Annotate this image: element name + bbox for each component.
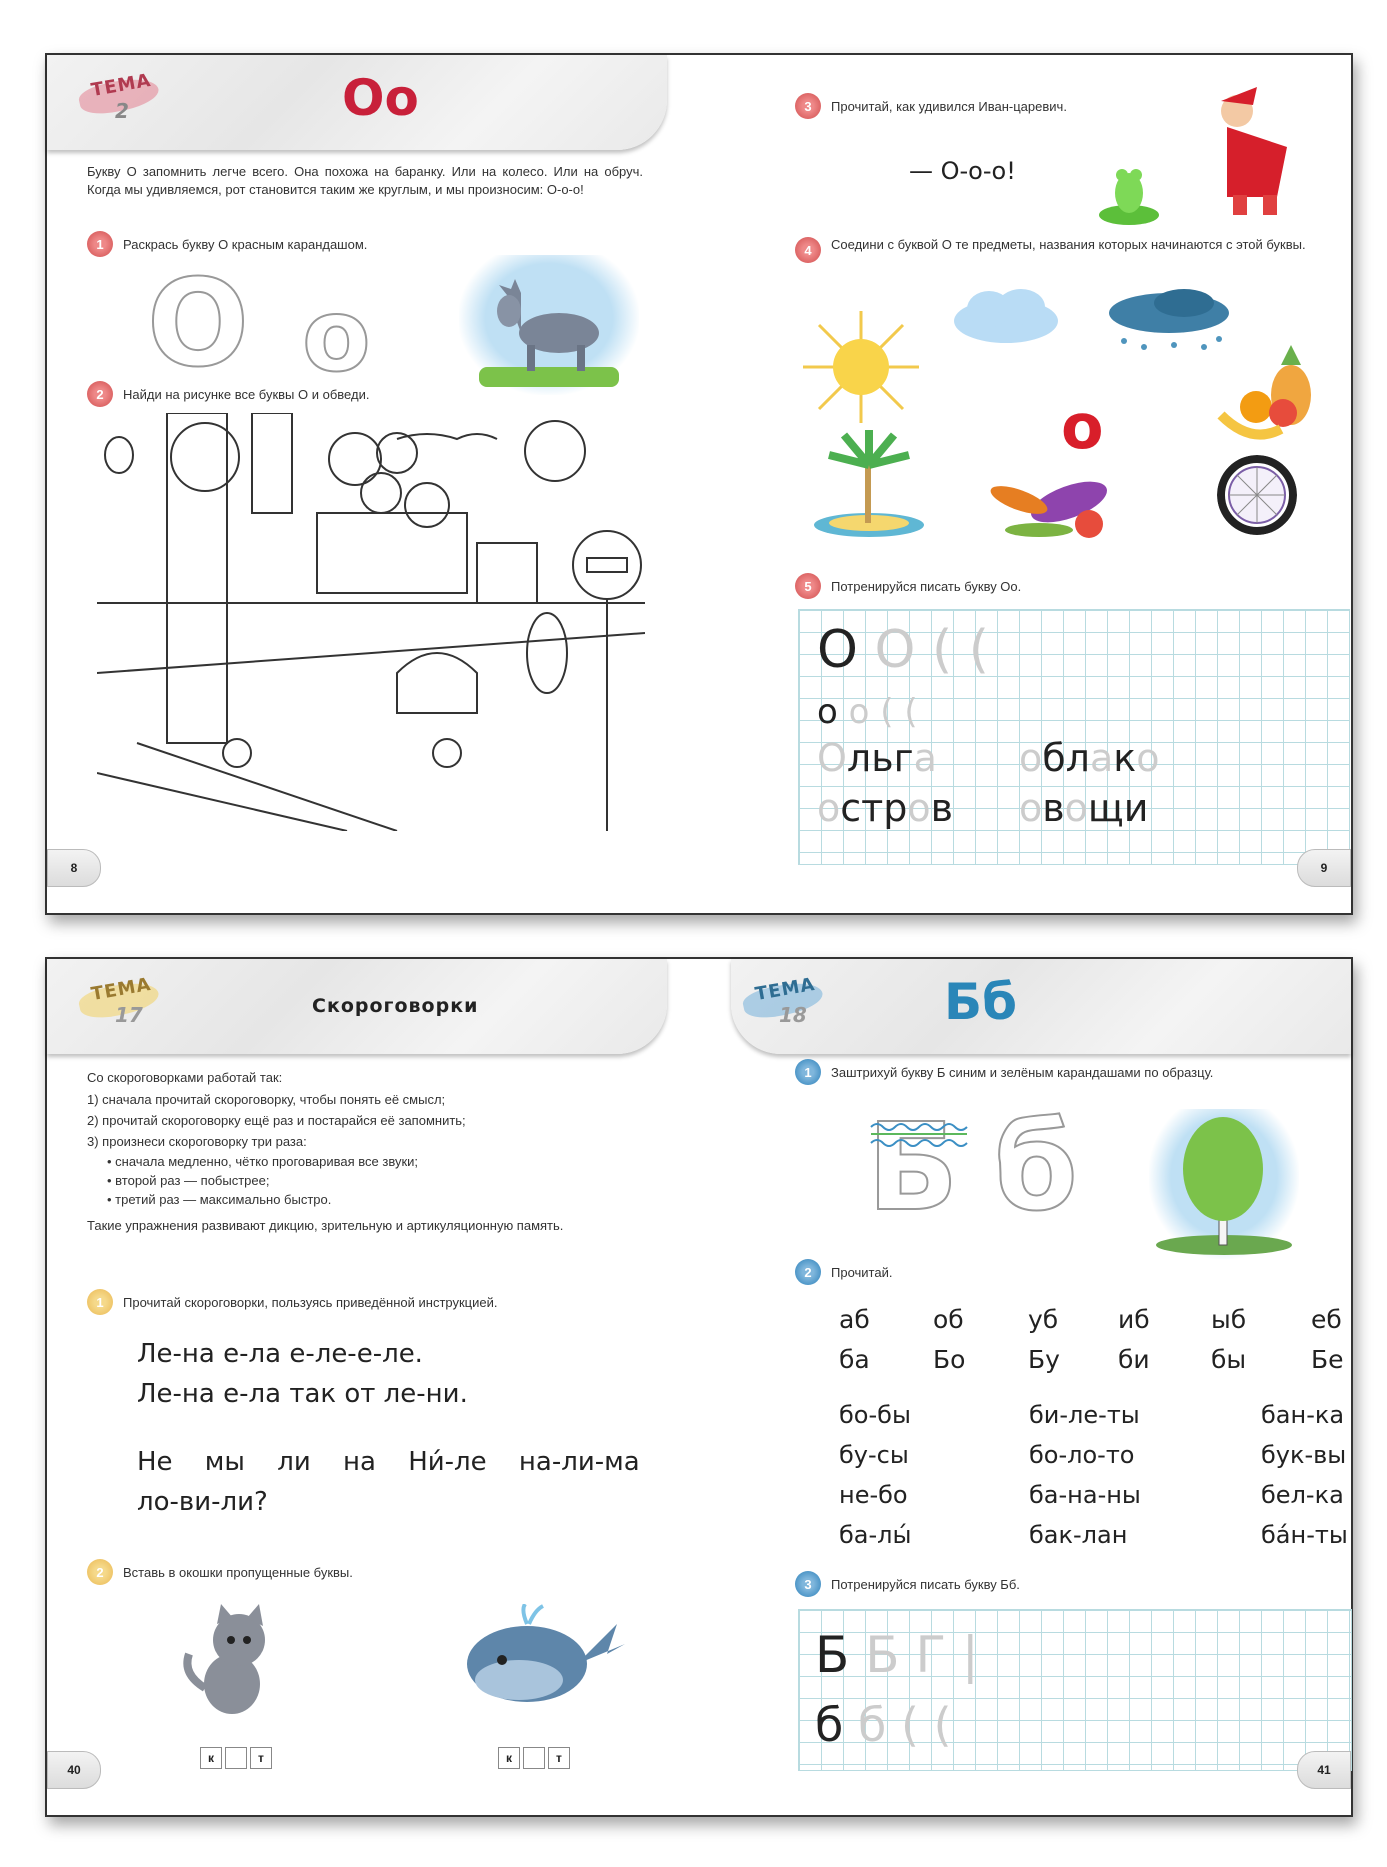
practice-writing-grid-b[interactable] [798,1609,1352,1771]
syllables-row-2: ба Бо Бу би бы Бе [839,1345,1344,1374]
practice-row-lower: б б ( ( [815,1698,952,1752]
sun-picture [799,307,924,427]
task-1: 1 Прочитай скороговорки, пользуясь приведённой инструкцией. [87,1289,498,1315]
cat-picture [177,1604,277,1719]
intro-text: Букву О запомнить легче всего. Она похожа на баранку. Или на колесо. Или на обруч. Когда мы удивляемся, рот становится таким же круглым, и мы произносим: О-о-о! [87,164,643,197]
task-3: 3 Прочитай, как удивился Иван-царевич. [795,93,1067,119]
rain-cloud-picture [1104,287,1234,357]
cloud-picture [949,287,1064,347]
outline-letter-upper: Б [867,1099,959,1238]
page-9 [699,55,1351,913]
page-8 [47,55,699,913]
donkey-picture [459,255,639,395]
city-scene-picture [97,413,645,831]
outline-letter-lower: о [302,277,371,394]
task-1: 1 Заштрихуй букву Б синим и зелёным карандашами по образцу. [795,1059,1213,1085]
tema-badge: ТЕМА 2 [77,73,167,131]
task-number-badge: 5 [795,573,821,599]
words-column-3: бан-ка бук-вы бел-ка ба́н-ты [1261,1401,1348,1549]
center-letter-o: о [1061,390,1104,463]
tema-badge: ТЕМА 18 [741,977,831,1035]
bullet-3: • третий раз — максимально быстро. [107,1192,332,1207]
task-2: 2 Найди на рисунке все буквы О и обведи. [87,381,369,407]
task-number-badge: 2 [87,381,113,407]
tema-badge: ТЕМА 17 [77,977,167,1035]
task-number-badge: 4 [795,237,821,263]
task-number-badge: 1 [87,231,113,257]
task-4: 4 Соедини с буквой О те предметы, названия которых начинаются с этой буквы. [795,237,1325,263]
step-1: 1) сначала прочитай скороговорку, чтобы понять её смысл; [87,1092,446,1107]
page-number: 9 [1297,849,1351,887]
page-number: 40 [47,1751,101,1789]
tongue-twister-line-4: ло-ви-ли? [137,1487,268,1517]
wheel-picture [1217,455,1297,535]
task-3: 3 Потренируйся писать букву Бб. [795,1571,1020,1597]
task-number-badge: 2 [87,1559,113,1585]
outline-letter-upper: О [147,255,250,394]
task-2: 2 Вставь в окошки пропущенные буквы. [87,1559,353,1585]
page-number: 8 [47,849,101,887]
frog-picture [1094,163,1164,228]
task-2: 2 Прочитай. [795,1259,892,1285]
birch-tree-picture [1149,1109,1299,1259]
missing-letter-box[interactable] [225,1747,247,1769]
spread-pages-8-9 [45,53,1353,915]
task-number-badge: 1 [795,1059,821,1085]
missing-letter-box[interactable] [523,1747,545,1769]
task-number-badge: 3 [795,1571,821,1597]
outline-letter-lower: б [994,1099,1078,1238]
task-number-badge: 1 [87,1289,113,1315]
task-5: 5 Потренируйся писать букву Оо. [795,573,1021,599]
hatching-sample-icon [869,1119,969,1149]
page-title: Скороговорки [312,995,479,1017]
palm-island-picture [809,425,929,540]
practice-row-upper: О О ( ( [817,620,990,680]
spread-pages-40-41 [45,957,1353,1817]
ivan-tsarevich-picture [1197,77,1307,217]
task-number-badge: 2 [795,1259,821,1285]
practice-word-oblako: облако [1019,736,1160,780]
page-number: 41 [1297,1751,1351,1789]
fruits-picture [1211,345,1331,445]
practice-row-upper: Б Б Г | [815,1626,979,1684]
bullet-1: • сначала медленно, чётко проговаривая все звуки; [107,1154,419,1169]
syllables-row-1: аб об уб иб ыб еб [839,1305,1342,1334]
tongue-twister-line-2: Ле-на е-ла так от ле-ни. [137,1379,468,1409]
bullet-2: • второй раз — побыстрее; [107,1173,270,1188]
practice-writing-grid-o[interactable] [798,609,1350,865]
outro-text: Такие упражнения развивают дикцию, зрительную и артикуляционную память. [87,1218,564,1233]
words-column-2: би-ле-ты бо-ло-то ба-на-ны бак-лан [1029,1401,1141,1549]
page-title: Оо [342,69,419,127]
practice-word-ostrov: остров [817,786,954,830]
word-boxes-whale: к т [498,1747,573,1769]
step-3: 3) произнеси скороговорку три раза: [87,1134,307,1149]
practice-word-ovoshchi: овощи [1019,786,1149,830]
practice-word-olga: Ольга [817,736,937,780]
practice-row-lower: о о ( ( [817,692,918,732]
whale-picture [457,1604,627,1714]
page-40 [47,959,699,1815]
intro-heading: Со скороговорками работай так: [87,1070,283,1085]
tongue-twister-line-1: Ле-на е-ла е-ле-е-ле. [137,1339,423,1369]
exclamation-text: — О-о-о! [909,157,1016,185]
page-title: Бб [944,973,1018,1031]
task-1: 1 Раскрась букву О красным карандашом. [87,231,367,257]
tongue-twister-line-3: Не мы ли на Ни́-ле на-ли-ма [137,1447,640,1477]
word-boxes-cat: к т [200,1747,275,1769]
vegetables-picture [979,460,1119,545]
task-number-badge: 3 [795,93,821,119]
step-2: 2) прочитай скороговорку ещё раз и постарайся её запомнить; [87,1113,466,1128]
words-column-1: бо-бы бу-сы не-бо ба-лы́ [839,1401,912,1549]
page-41 [699,959,1351,1815]
